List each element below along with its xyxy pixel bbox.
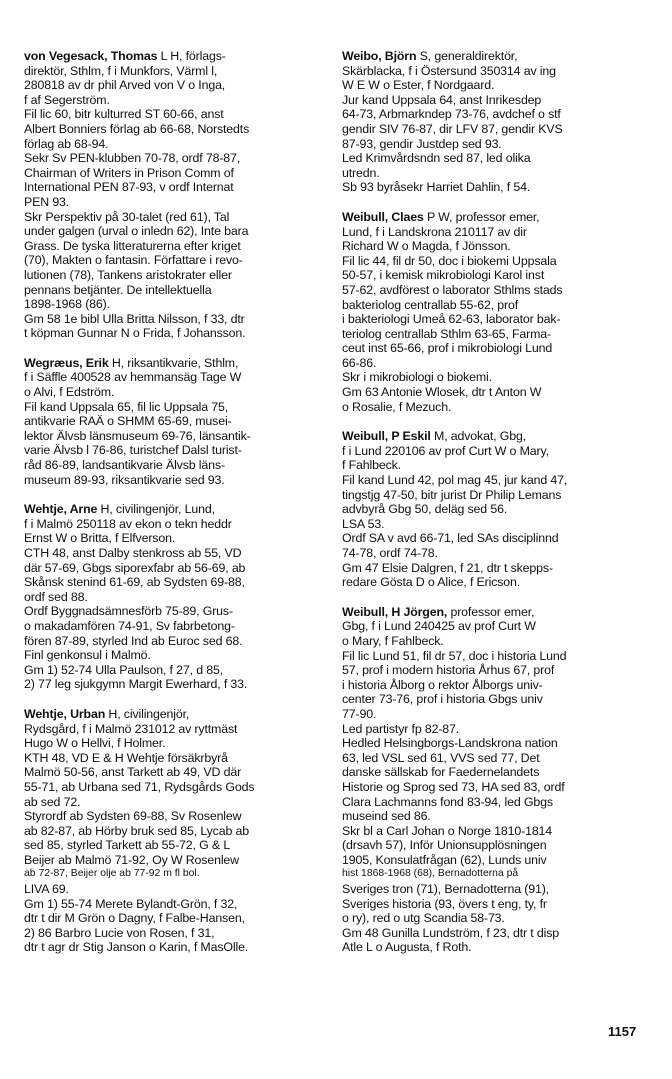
- entry-line: [342, 400, 652, 415]
- entry-line: [24, 590, 332, 605]
- entry-line: [342, 619, 652, 634]
- entry-line: [24, 824, 332, 839]
- entry-text: o ry), red o utg Scandia 58-73.: [342, 911, 505, 926]
- entry-text: center 73-76, prof i historia Gbgs univ: [342, 692, 543, 707]
- entry-line: [24, 809, 332, 824]
- entry-first-line: [24, 707, 332, 722]
- entry-text: Ordf SA v avd 66-71, led SAs disciplinnd: [342, 531, 559, 546]
- biography-entry: [24, 502, 332, 692]
- entry-text: o makadamfören 74-91, Sv fabrbetong-: [24, 618, 235, 633]
- entry-line: [342, 795, 652, 810]
- entry-text: KTH 48, VD E & H Wehtje försäkrbyrå: [24, 750, 228, 765]
- entry-text: tingstjg 47-50, bitr jurist Dr Philip Lemans: [342, 487, 562, 502]
- entry-line: [342, 911, 652, 926]
- entry-text: f i Malmö 250118 av ekon o tekn heddr: [24, 516, 232, 531]
- entry-line: [24, 224, 332, 239]
- entry-line: [342, 239, 652, 254]
- entry-line: [342, 473, 652, 488]
- entry-text: Styrordf ab Sydsten 69-88, Sv Rosenlew: [24, 809, 242, 824]
- entry-line: [24, 64, 332, 79]
- entry-text: Historie og Sprog sed 73, HA sed 83, ordf: [342, 779, 565, 794]
- entry-line: [342, 780, 652, 795]
- biography-entry: [342, 49, 652, 195]
- entry-text: Hedled Helsingborgs-Landskrona nation: [342, 736, 558, 751]
- entry-line: [24, 911, 332, 926]
- entry-line: [24, 137, 332, 152]
- entry-line: [342, 268, 652, 283]
- entry-line: [342, 546, 652, 561]
- entry-text: Fil kand Uppsala 65, fil lic Uppsala 75,: [24, 399, 229, 414]
- entry-text: 2) 86 Barbro Lucie von Rosen, f 31,: [24, 925, 215, 940]
- entry-line: [24, 517, 332, 532]
- entry-line: [24, 297, 332, 312]
- entry-text: f i Säffle 400528 av hemmansäg Tage W: [24, 370, 242, 385]
- entry-text: Fil lic 44, fil dr 50, doc i biokemi Uppsala: [342, 253, 557, 268]
- entry-line: [342, 166, 652, 181]
- entry-text: Albert Bonniers förlag ab 66-68, Norstedts: [24, 121, 250, 136]
- entry-line: [24, 122, 332, 137]
- entry-text: H, civilingenjör,: [105, 706, 190, 721]
- entry-text: utredn.: [342, 165, 380, 180]
- entry-line: [24, 180, 332, 195]
- entry-text: Fil lic 60, bitr kulturred ST 60-66, anst: [24, 107, 224, 122]
- entry-text: CTH 48, anst Dalby stenkross ab 55, VD: [24, 546, 242, 560]
- entry-line: [24, 210, 332, 225]
- entry-first-line: [24, 356, 332, 371]
- entry-name: von Vegesack, Thomas: [24, 49, 158, 63]
- entry-text: Gm 47 Elsie Dalgren, f 21, dtr t skepps-: [342, 560, 553, 575]
- entry-line: [342, 502, 652, 517]
- entry-line: [24, 385, 332, 400]
- entry-line: [24, 780, 332, 795]
- entry-line: [342, 180, 652, 195]
- entry-line: [24, 546, 332, 561]
- entry-line: [24, 575, 332, 590]
- entry-line: [24, 239, 332, 254]
- entry-line: [24, 283, 332, 298]
- entry-text: f af Segerström.: [24, 92, 110, 107]
- entry-text: (70), Makten o fantasin. Författare i revo-: [24, 253, 243, 268]
- entry-line: [342, 151, 652, 166]
- entry-line: [24, 531, 332, 546]
- entry-line: [342, 283, 652, 298]
- entry-text: Beijer ab Malmö 71-92, Oy W Rosenlew: [24, 852, 239, 867]
- entry-text: 50-57, i kemisk mikrobiologi Karol inst: [342, 268, 545, 283]
- entry-line: [24, 853, 332, 868]
- entry-line: [24, 473, 332, 488]
- entry-line: [24, 370, 332, 385]
- entry-text: M, advokat, Gbg,: [430, 429, 526, 444]
- entry-line: [24, 429, 332, 444]
- entry-line: [24, 838, 332, 853]
- entry-line: [24, 604, 332, 619]
- entry-text: hist 1868-1968 (68), Bernadotterna på: [342, 868, 519, 880]
- entry-text: 1898-1968 (86).: [24, 297, 110, 312]
- entry-line: [342, 882, 652, 897]
- entry-line: [24, 634, 332, 649]
- entry-name: Weibo, Björn: [342, 49, 417, 63]
- biography-entry: [24, 49, 332, 341]
- right-column: [342, 49, 652, 970]
- entry-line: [24, 736, 332, 751]
- entry-line: [342, 385, 652, 400]
- entry-text: LIVA 69.: [24, 882, 69, 897]
- entry-line: [342, 809, 652, 824]
- entry-line: [342, 312, 652, 327]
- entry-line: [342, 356, 652, 371]
- entry-name: Weibull, H Jörgen,: [342, 604, 448, 619]
- entry-text: W E W o Ester, f Nordgaard.: [342, 78, 495, 93]
- entry-name: Weibull, P Eskil: [342, 429, 431, 444]
- entry-line: [342, 867, 652, 882]
- entry-text: Hugo W o Hellvi, f Holmer.: [24, 736, 166, 751]
- entry-line: [24, 195, 332, 210]
- entry-line: [24, 151, 332, 166]
- entry-line: [342, 853, 652, 868]
- biography-entry: [342, 429, 652, 590]
- entry-line: [24, 458, 332, 473]
- entry-first-line: [24, 502, 332, 517]
- entry-text: museind sed 86.: [342, 809, 431, 824]
- entry-line: [342, 458, 652, 473]
- entry-name: Weibull, Claes: [342, 209, 424, 224]
- entry-text: (drsavh 57), Inför Unionsupplösningen: [342, 838, 547, 853]
- entry-text: Sb 93 byråsekr Harriet Dahlin, f 54.: [342, 180, 531, 195]
- entry-line: [342, 531, 652, 546]
- entry-text: Jur kand Uppsala 64, anst Inrikesdep: [342, 92, 542, 107]
- entry-text: museum 89-93, riksantikvarie sed 93.: [24, 472, 225, 487]
- entry-first-line: [24, 49, 332, 64]
- entry-name: Wegræus, Erik: [24, 355, 109, 370]
- entry-text: 1905, Konsulatfrågan (62), Lunds univ: [342, 852, 547, 867]
- entry-text: bakteriolog centrallab 55-62, prof: [342, 297, 519, 312]
- entry-line: [24, 882, 332, 897]
- entry-text: fören 87-89, styrled Ind ab Euroc sed 68.: [24, 633, 243, 648]
- entry-text: där 57-69, Gbgs siporexfabr ab 56-69, ab: [24, 560, 246, 575]
- entry-line: [24, 897, 332, 912]
- entry-text: Ernst W o Britta, f Elfverson.: [24, 531, 176, 546]
- entry-line: [24, 107, 332, 122]
- entry-text: Chairman of Writers in Prison Comm of: [24, 165, 234, 180]
- entry-text: lutionen (78), Tankens aristokrater eller: [24, 267, 232, 282]
- entry-text: i bakteriologi Umeå 62-63, laborator bak-: [342, 312, 561, 327]
- entry-line: [342, 444, 652, 459]
- entry-text: direktör, Sthlm, f i Munkfors, Värml l,: [24, 63, 218, 78]
- entry-text: Sekr Sv PEN-klubben 70-78, ordf 78-87,: [24, 151, 241, 166]
- entry-text: H, civilingenjör, Lund,: [97, 502, 215, 517]
- entry-text: ab 82-87, ab Hörby bruk sed 85, Lycab ab: [24, 823, 249, 838]
- entry-text: International PEN 87-93, v ordf Internat: [24, 180, 234, 195]
- entry-line: [342, 370, 652, 385]
- entry-first-line: [342, 605, 652, 620]
- entry-text: Skr bl a Carl Johan o Norge 1810-1814: [342, 823, 553, 838]
- biography-entry: [24, 707, 332, 955]
- entry-text: Atle L o Augusta, f Roth.: [342, 940, 472, 955]
- entry-line: [342, 722, 652, 737]
- entry-line: [342, 751, 652, 766]
- entry-text: Fil kand Lund 42, pol mag 45, jur kand 47,: [342, 473, 568, 488]
- entry-text: Gm 1) 52-74 Ulla Paulson, f 27, d 85,: [24, 662, 224, 677]
- entry-line: [342, 926, 652, 941]
- entry-line: [342, 341, 652, 356]
- entry-text: 2) 77 leg sjukgymn Margit Ewerhard, f 33.: [24, 677, 248, 692]
- entry-text: Gm 48 Gunilla Lundström, f 23, dtr t disp: [342, 925, 559, 940]
- entry-line: [342, 824, 652, 839]
- entry-text: f Fahlbeck.: [342, 458, 401, 473]
- entry-text: pennans betjänter. De intellektuella: [24, 282, 212, 297]
- entry-text: Gbg, f i Lund 240425 av prof Curt W: [342, 619, 536, 634]
- entry-line: [24, 326, 332, 341]
- entry-text: Lund, f i Landskrona 210117 av dir: [342, 224, 527, 239]
- biography-entry: [342, 605, 652, 955]
- entry-line: [342, 327, 652, 342]
- entry-text: 55-71, ab Urbana sed 71, Rydsgårds Gods: [24, 779, 255, 794]
- entry-text: P W, professor emer,: [423, 209, 540, 224]
- entry-line: [342, 707, 652, 722]
- entry-text: o Alvi, f Edström.: [24, 385, 115, 400]
- entry-line: [342, 93, 652, 108]
- entry-text: gendir SIV 76-87, dir LFV 87, gendir KVS: [342, 121, 563, 136]
- entry-text: 66-86.: [342, 355, 377, 370]
- entry-text: teriolog centrallab Sthlm 63-65, Farma-: [342, 326, 552, 341]
- entry-line: [342, 940, 652, 955]
- entry-text: Sveriges historia (93, övers t eng, ty, fr: [342, 896, 547, 911]
- entry-text: Gm 58 1e bibl Ulla Britta Nilsson, f 33, dtr: [24, 311, 245, 326]
- entry-text: Led Krimvårdsndn sed 87, led olika: [342, 151, 531, 166]
- entry-line: [24, 443, 332, 458]
- entry-text: Rydsgård, f i Malmö 231012 av ryttmäst: [24, 721, 238, 736]
- entry-first-line: [342, 49, 652, 64]
- page-number: 1157: [608, 1024, 637, 1039]
- entry-line: [24, 795, 332, 810]
- entry-line: [24, 663, 332, 678]
- entry-line: [342, 107, 652, 122]
- entry-first-line: [342, 429, 652, 444]
- entry-text: Skr i mikrobiologi o biokemi.: [342, 370, 492, 385]
- entry-text: dtr t dir M Grön o Dagny, f Falbe-Hansen,: [24, 911, 245, 926]
- entry-text: Gm 63 Antonie Wlosek, dtr t Anton W: [342, 385, 542, 400]
- entry-text: Fil lic Lund 51, fil dr 57, doc i historia Lund: [342, 648, 567, 663]
- entry-line: [342, 517, 652, 532]
- entry-line: [342, 225, 652, 240]
- entry-text: Malmö 50-56, anst Tarkett ab 49, VD där: [24, 765, 242, 780]
- entry-text: 77-90.: [342, 706, 377, 721]
- entry-line: [24, 166, 332, 181]
- entry-text: L H, förlags-: [157, 49, 226, 63]
- entry-line: [24, 648, 332, 663]
- entry-text: Skr Perspektiv på 30-talet (red 61), Tal: [24, 209, 230, 224]
- entry-text: Grass. De tyska litteraturerna efter kriget: [24, 238, 241, 253]
- entry-line: [342, 488, 652, 503]
- entry-text: 64-73, Arbmarkndep 73-76, avdchef o stf: [342, 107, 561, 122]
- entry-text: 63, led VSL sed 61, VVS sed 77, Det: [342, 750, 540, 765]
- entry-text: t köpman Gunnar N o Frida, f Johansson.: [24, 326, 246, 341]
- entry-line: [24, 414, 332, 429]
- entry-line: [342, 736, 652, 751]
- entry-line: [24, 722, 332, 737]
- entry-line: [342, 298, 652, 313]
- entry-text: 87-93, gendir Justdep sed 93.: [342, 136, 502, 151]
- entry-text: H, riksantikvarie, Sthlm,: [108, 355, 239, 370]
- entry-first-line: [342, 210, 652, 225]
- entry-text: råd 86-89, landsantikvarie Älvsb läns-: [24, 458, 225, 473]
- entry-text: 57, prof i modern historia Århus 67, prof: [342, 663, 555, 678]
- entry-text: sed 85, styrled Tarkett ab 55-72, G & L: [24, 838, 231, 853]
- entry-line: [24, 312, 332, 327]
- entry-text: lektor Älvsb länsmuseum 69-76, länsantik-: [24, 428, 251, 443]
- entry-text: danske sällskab for Faedernelandets: [342, 765, 540, 780]
- biography-entry: [24, 356, 332, 487]
- entry-line: [24, 926, 332, 941]
- entry-text: LSA 53.: [342, 516, 385, 531]
- entry-line: [342, 649, 652, 664]
- entry-line: [342, 254, 652, 269]
- entry-line: [342, 765, 652, 780]
- entry-line: [342, 64, 652, 79]
- entry-text: Sveriges tron (71), Bernadotterna (91),: [342, 882, 549, 897]
- entry-text: redare Gösta D o Alice, f Ericson.: [342, 575, 521, 590]
- entry-text: varie Älvsb l 76-86, turistchef Dalsl turist-: [24, 443, 242, 458]
- entry-line: [24, 78, 332, 93]
- entry-line: [24, 268, 332, 283]
- entry-line: [24, 400, 332, 415]
- entry-line: [342, 575, 652, 590]
- entry-text: Led partistyr fp 82-87.: [342, 721, 460, 736]
- entry-line: [24, 619, 332, 634]
- biography-entry: [342, 210, 652, 414]
- entry-line: [342, 122, 652, 137]
- entry-line: [24, 561, 332, 576]
- entry-line: [24, 765, 332, 780]
- entry-name: Wehtje, Urban: [24, 706, 106, 721]
- entry-text: ceut inst 65-66, prof i mikrobiologi Lund: [342, 341, 553, 356]
- entry-text: Richard W o Magda, f Jönsson.: [342, 239, 511, 254]
- entry-line: [24, 93, 332, 108]
- entry-text: 280818 av dr phil Arved von V o Inga,: [24, 78, 226, 93]
- entry-text: ordf sed 88.: [24, 589, 88, 604]
- entry-line: [342, 663, 652, 678]
- entry-text: S, generaldirektör,: [416, 49, 518, 63]
- entry-line: [24, 253, 332, 268]
- entry-text: under galgen (urval o inledn 62), Inte bara: [24, 224, 249, 239]
- entry-text: Finl genkonsul i Malmö.: [24, 648, 151, 663]
- entry-text: dtr t agr dr Stig Janson o Karin, f MasOlle.: [24, 940, 249, 955]
- entry-text: förlag ab 68-94.: [24, 136, 109, 151]
- entry-name: Wehtje, Arne: [24, 502, 98, 517]
- entry-line: [342, 897, 652, 912]
- entry-text: professor emer,: [447, 604, 535, 619]
- entry-text: antikvarie RAÄ o SHMM 65-69, musei-: [24, 414, 232, 429]
- entry-line: [342, 78, 652, 93]
- entry-line: [342, 561, 652, 576]
- entry-text: f i Lund 220106 av prof Curt W o Mary,: [342, 443, 549, 458]
- entry-text: 57-62, avdförest o laborator Sthlms stads: [342, 282, 563, 297]
- entry-line: [342, 838, 652, 853]
- entry-line: [342, 678, 652, 693]
- entry-line: [24, 751, 332, 766]
- entry-text: ab sed 72.: [24, 794, 81, 809]
- entry-line: [24, 867, 332, 882]
- entry-text: PEN 93.: [24, 194, 70, 209]
- entry-text: Gm 1) 55-74 Merete Bylandt-Grön, f 32,: [24, 896, 238, 911]
- entry-line: [342, 137, 652, 152]
- entry-text: o Rosalie, f Mezuch.: [342, 399, 452, 414]
- entry-text: ab 72-87, Beijer olje ab 77-92 m fl bol.: [24, 868, 200, 880]
- entry-line: [24, 940, 332, 955]
- entry-line: [24, 677, 332, 692]
- entry-text: Clara Lachmanns fond 83-94, led Gbgs: [342, 794, 553, 809]
- entry-line: [342, 634, 652, 649]
- entry-line: [342, 692, 652, 707]
- entry-text: advbyrå Gbg 50, deläg sed 56.: [342, 502, 508, 517]
- entry-text: Skärblacka, f i Östersund 350314 av ing: [342, 63, 556, 78]
- left-column: [24, 49, 332, 970]
- entry-text: o Mary, f Fahlbeck.: [342, 633, 444, 648]
- entry-text: Skånsk stenind 61-69, ab Sydsten 69-88,: [24, 575, 245, 590]
- entry-text: i historia Ålborg o rektor Ålborgs univ-: [342, 677, 543, 692]
- entry-text: Ordf Byggnadsämnesförb 75-89, Grus-: [24, 604, 233, 619]
- entry-text: 74-78, ordf 74-78.: [342, 546, 438, 560]
